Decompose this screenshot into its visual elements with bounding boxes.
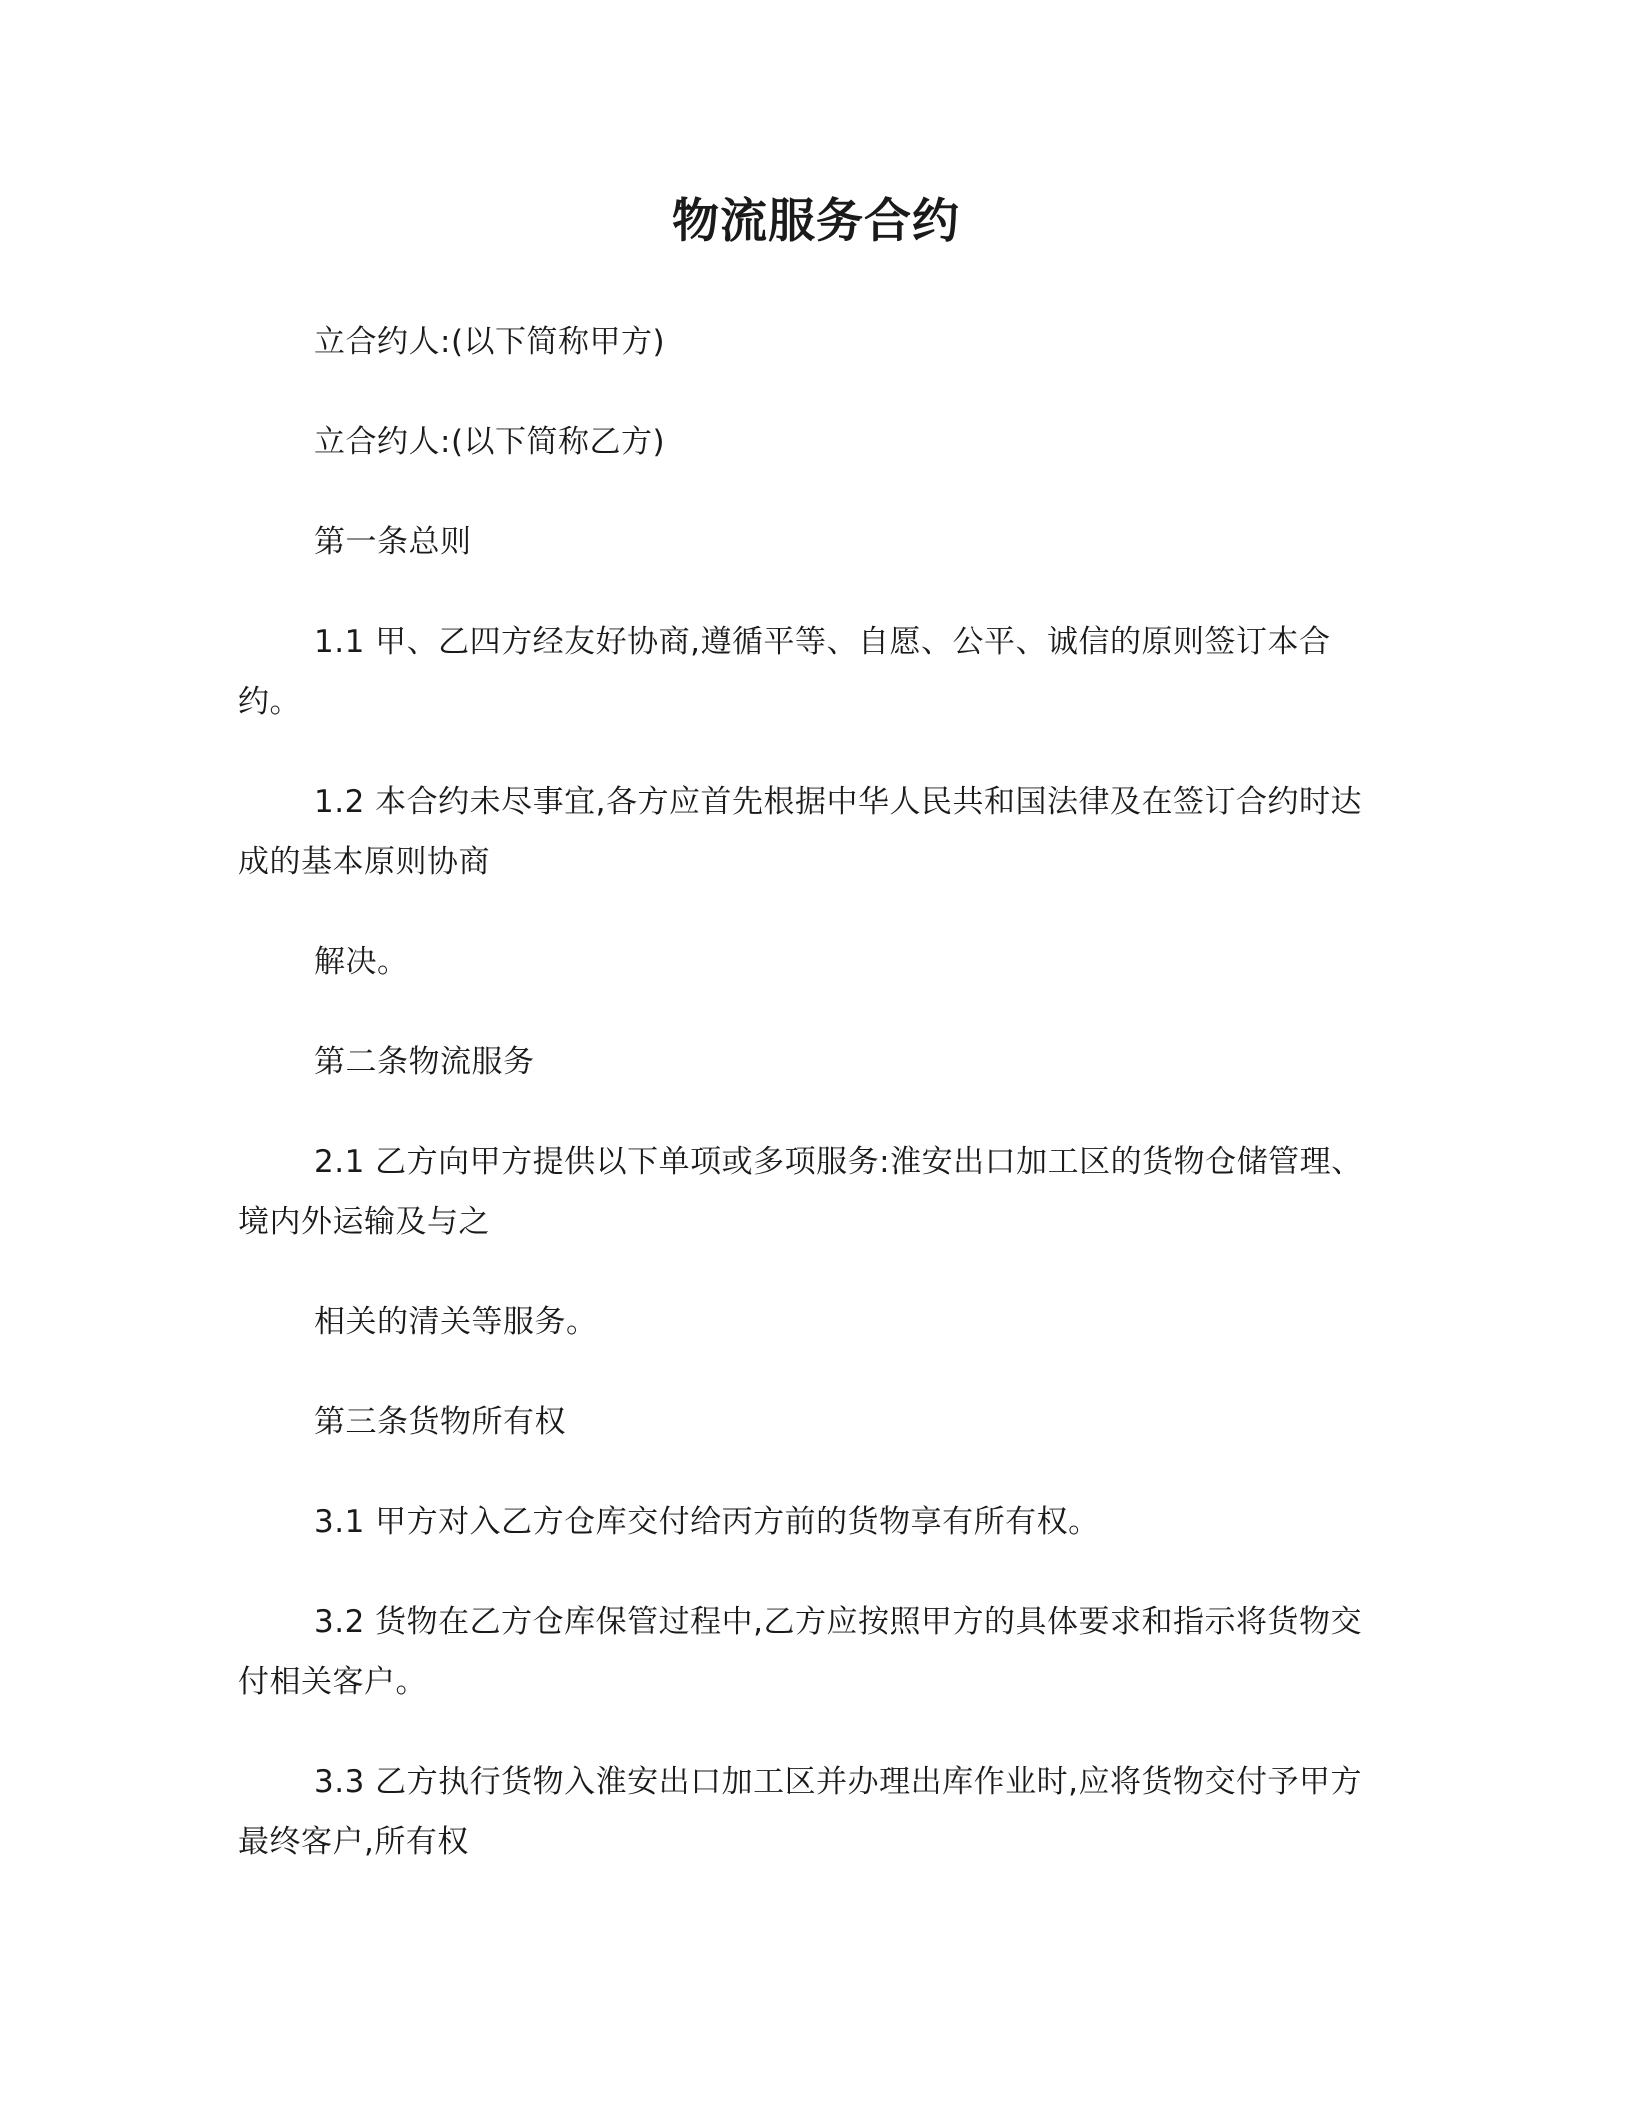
clause-1-2-line-1: 1.2 本合约未尽事宜,各方应首先根据中华人民共和国法律及在签订合约时达: [314, 784, 1363, 820]
clause-1-2-line-2: 成的基本原则协商: [238, 844, 490, 880]
clause-2-1-line-3: 相关的清关等服务。: [314, 1304, 598, 1340]
clause-3-2-line-2: 付相关客户。: [238, 1664, 427, 1700]
clause-3-2-line-1: 3.2 货物在乙方仓库保管过程中,乙方应按照甲方的具体要求和指示将货物交: [314, 1604, 1363, 1640]
article-3-heading: 第三条货物所有权: [314, 1404, 566, 1440]
clause-3-1: 3.1 甲方对入乙方仓库交付给丙方前的货物享有所有权。: [314, 1504, 1100, 1540]
party-b-line: 立合约人:(以下简称乙方): [314, 424, 666, 460]
clause-1-2-line-3: 解决。: [314, 944, 409, 980]
party-a-line: 立合约人:(以下简称甲方): [314, 324, 666, 360]
clause-1-1-line-2: 约。: [238, 684, 301, 720]
clause-3-3-line-2: 最终客户,所有权: [238, 1824, 469, 1860]
clause-3-3-line-1: 3.3 乙方执行货物入淮安出口加工区并办理出库作业时,应将货物交付予甲方: [314, 1764, 1363, 1800]
document-title: 物流服务合约: [672, 194, 960, 249]
article-2-heading: 第二条物流服务: [314, 1044, 535, 1080]
article-1-heading: 第一条总则: [314, 524, 472, 560]
clause-1-1-line-1: 1.1 甲、乙四方经友好协商,遵循平等、自愿、公平、诚信的原则签订本合: [314, 624, 1331, 660]
clause-2-1-line-2: 境内外运输及与之: [238, 1204, 490, 1240]
clause-2-1-line-1: 2.1 乙方向甲方提供以下单项或多项服务:淮安出口加工区的货物仓储管理、: [314, 1144, 1363, 1180]
